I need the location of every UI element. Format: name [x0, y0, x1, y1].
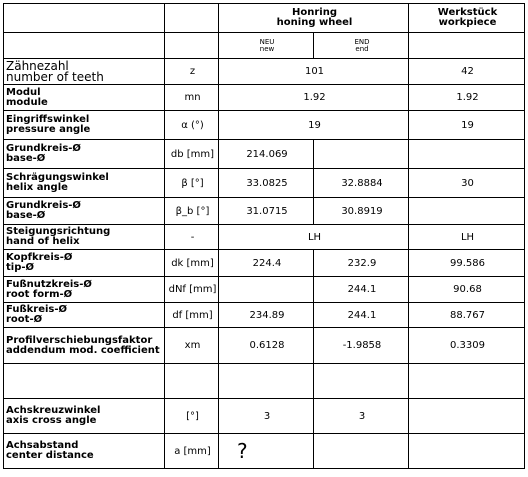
empty-row — [4, 364, 525, 399]
symbol-cell: db [mm] — [165, 140, 219, 169]
symbol-cell: β [°] — [165, 169, 219, 198]
empty-cell — [219, 364, 314, 399]
label-de: Steigungsrichtung — [6, 226, 111, 237]
table-row — [4, 169, 525, 198]
table-row — [4, 225, 525, 250]
table-row — [4, 140, 525, 169]
table-row — [4, 250, 525, 277]
label-de: Fußkreis-Ø — [6, 304, 68, 315]
label-de: Modul — [6, 86, 41, 98]
label-de: Grundkreis-Ø — [6, 200, 81, 211]
label-en: helix angle — [6, 182, 68, 193]
row-label — [4, 111, 165, 140]
workpiece-value: LH — [409, 225, 525, 250]
workpiece-value: 0.3309 — [409, 328, 525, 364]
end-value: 32.8884 — [314, 169, 409, 198]
table-row — [4, 59, 525, 85]
row-label — [4, 328, 165, 364]
label-de: Profilverschiebungsfaktor — [6, 334, 153, 346]
row-label — [4, 225, 165, 250]
symbol-cell: - — [165, 225, 219, 250]
row-label — [4, 434, 165, 469]
symbol-cell: z — [165, 59, 219, 85]
end-value — [314, 434, 409, 469]
empty-cell — [165, 364, 219, 399]
new-subheader — [219, 33, 314, 59]
neu-label: NEU — [259, 37, 275, 46]
new-value: 33.0825 — [219, 169, 314, 198]
label-en: center distance — [6, 450, 94, 461]
new-value: 0.6128 — [219, 328, 314, 364]
table-row — [4, 277, 525, 303]
end-value: 232.9 — [314, 250, 409, 277]
symbol-cell: a [mm] — [165, 434, 219, 469]
symbol-cell: α (°) — [165, 111, 219, 140]
subheader-blank-work — [409, 33, 525, 59]
honing-wheel-label: honing wheel — [276, 17, 353, 28]
workpiece-header — [409, 4, 525, 33]
workpiece-value — [409, 399, 525, 434]
honing-value: 1.92 — [219, 85, 409, 111]
workpiece-value: 30 — [409, 169, 525, 198]
workpiece-value: 19 — [409, 111, 525, 140]
table-row — [4, 303, 525, 328]
label-de: Kopfkreis-Ø — [6, 252, 73, 263]
honing-value: 101 — [219, 59, 409, 85]
new-value: 224.4 — [219, 250, 314, 277]
label-en: number of teeth — [6, 69, 104, 84]
workpiece-value: 88.767 — [409, 303, 525, 328]
new-value: 214.069 — [219, 140, 314, 169]
workpiece-value — [409, 140, 525, 169]
end-value: 30.8919 — [314, 198, 409, 225]
subheader-blank — [4, 33, 165, 59]
workpiece-value — [409, 434, 525, 469]
label-de: Fußnutzkreis-Ø — [6, 278, 92, 290]
empty-cell — [409, 364, 525, 399]
label-en: pressure angle — [6, 124, 91, 135]
empty-cell — [4, 364, 165, 399]
subheader-row — [4, 33, 525, 59]
table-row — [4, 111, 525, 140]
row-label — [4, 399, 165, 434]
header-blank-sym — [165, 4, 219, 33]
row-label — [4, 59, 165, 85]
honing-wheel-header — [219, 4, 409, 33]
gear-data-table — [3, 3, 525, 469]
workpiece-value: 1.92 — [409, 85, 525, 111]
label-de: Achsabstand — [6, 440, 79, 451]
table-row — [4, 399, 525, 434]
new-value: 234.89 — [219, 303, 314, 328]
label-en: base-Ø — [6, 210, 46, 221]
header-blank — [4, 4, 165, 33]
label-en: base-Ø — [6, 153, 46, 164]
table-row — [4, 198, 525, 225]
end-value: 244.1 — [314, 303, 409, 328]
symbol-cell: [°] — [165, 399, 219, 434]
table-row — [4, 85, 525, 111]
label-en: axis cross angle — [6, 415, 97, 426]
label-en: addendum mod. coefficient — [6, 344, 160, 356]
label-de: Zähnezahl — [6, 58, 69, 73]
new-value: 31.0715 — [219, 198, 314, 225]
symbol-cell: dNf [mm] — [165, 277, 219, 303]
label-de: Schrägungswinkel — [6, 172, 109, 183]
row-label — [4, 277, 165, 303]
unknown-value: ? — [219, 434, 314, 469]
new-value — [219, 277, 314, 303]
new-value: 3 — [219, 399, 314, 434]
subheader-blank-sym — [165, 33, 219, 59]
label-de: Achskreuzwinkel — [6, 405, 101, 416]
label-en: tip-Ø — [6, 262, 35, 273]
row-label — [4, 250, 165, 277]
row-label — [4, 169, 165, 198]
label-en: root form-Ø — [6, 288, 73, 300]
honring-label: Honring — [292, 7, 337, 18]
workpiece-value: 42 — [409, 59, 525, 85]
end-value: 244.1 — [314, 277, 409, 303]
label-de: Eingriffswinkel — [6, 114, 90, 125]
end-value: 3 — [314, 399, 409, 434]
workpiece-label: workpiece — [438, 17, 497, 28]
table-row — [4, 328, 525, 364]
row-label — [4, 140, 165, 169]
end-subheader — [314, 33, 409, 59]
werkstueck-label: Werkstück — [437, 7, 498, 18]
empty-cell — [314, 364, 409, 399]
symbol-cell: df [mm] — [165, 303, 219, 328]
row-label — [4, 85, 165, 111]
row-label — [4, 303, 165, 328]
end-value: -1.9858 — [314, 328, 409, 364]
symbol-cell: xm — [165, 328, 219, 364]
symbol-cell: mn — [165, 85, 219, 111]
label-de: Grundkreis-Ø — [6, 143, 81, 154]
label-en: hand of helix — [6, 236, 80, 247]
label-en: root-Ø — [6, 314, 43, 325]
honing-value: LH — [219, 225, 409, 250]
workpiece-value: 99.586 — [409, 250, 525, 277]
end-de-label: END — [354, 37, 370, 46]
table-row — [4, 434, 525, 469]
workpiece-value — [409, 198, 525, 225]
symbol-cell: β_b [°] — [165, 198, 219, 225]
label-en: module — [6, 96, 48, 108]
honing-value: 19 — [219, 111, 409, 140]
row-label — [4, 198, 165, 225]
end-value — [314, 140, 409, 169]
header-row — [4, 4, 525, 33]
end-en-label: end — [355, 44, 369, 53]
new-label: new — [259, 44, 275, 53]
workpiece-value: 90.68 — [409, 277, 525, 303]
symbol-cell: dk [mm] — [165, 250, 219, 277]
